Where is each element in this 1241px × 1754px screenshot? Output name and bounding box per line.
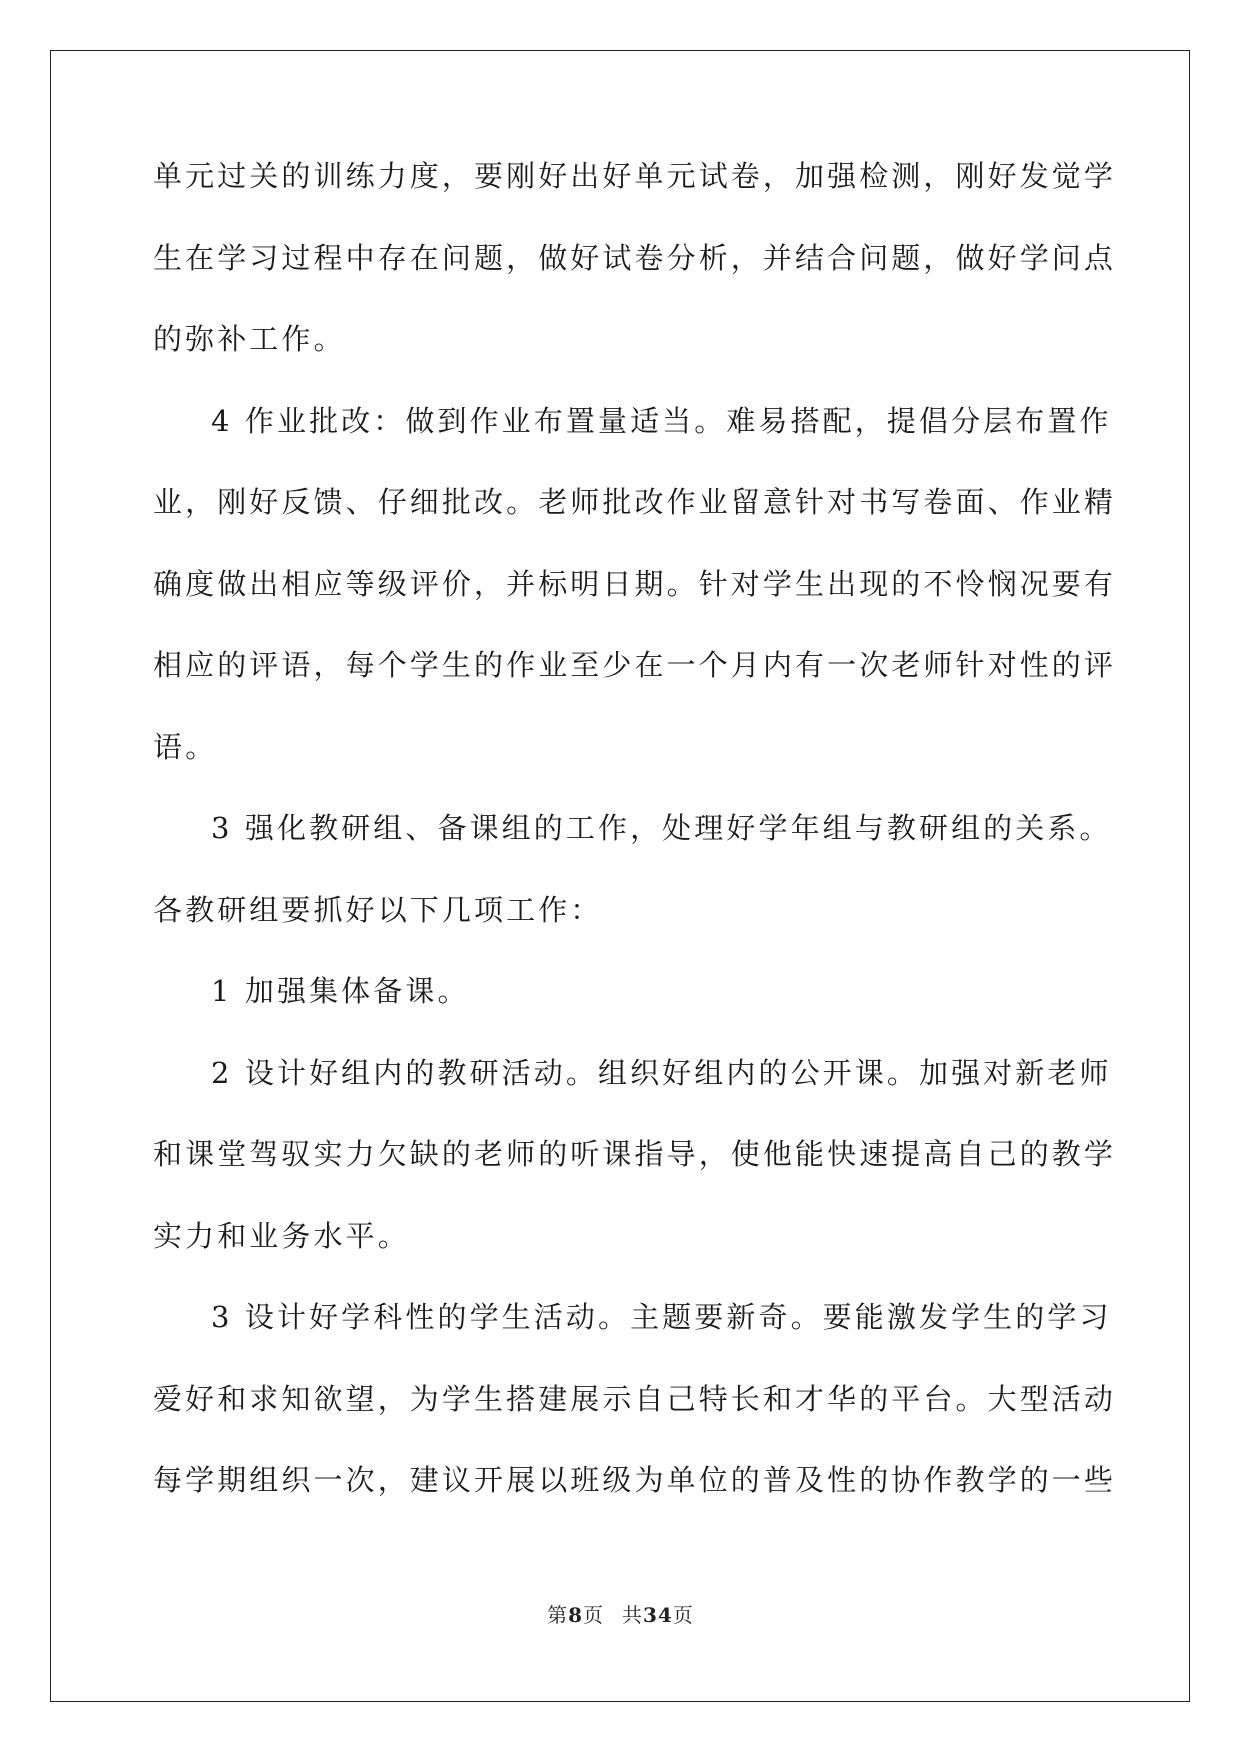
text-line: 和课堂驾驭实力欠缺的老师的听课指导，使他能快速提高自己的教学 xyxy=(153,1137,1117,1171)
text-line: 爱好和求知欲望，为学生搭建展示自己特长和才华的平台。大型活动 xyxy=(153,1381,1117,1416)
page-footer xyxy=(0,1599,1241,1628)
page-number: 8 xyxy=(568,1603,584,1627)
total-prefix: 共 xyxy=(622,1603,644,1627)
text-line: 相应的评语，每个学生的作业至少在一个月内有一次老师针对性的评 xyxy=(153,648,1117,682)
text-line: 确度做出相应等级评价，并标明日期。针对学生出现的不怜悯况要有 xyxy=(153,566,1117,601)
text-line: 生在学习过程中存在问题，做好试卷分析，并结合问题，做好学问点 xyxy=(153,240,1117,275)
text-line: 实力和业务水平。 xyxy=(153,1218,410,1253)
text-line: 3 强化教研组、备课组的工作，处理好学年组与教研组的关系。 xyxy=(211,811,1112,845)
text-line: 1 加强集体备课。 xyxy=(211,974,470,1008)
page-prefix: 第 xyxy=(547,1603,569,1627)
text-line: 的弥补工作。 xyxy=(153,322,346,356)
total-suffix: 页 xyxy=(672,1603,694,1627)
text-line: 每学期组织一次，建议开展以班级为单位的普及性的协作教学的一些 xyxy=(153,1463,1117,1497)
text-line: 单元过关的训练力度，要刚好出好单元试卷，加强检测，刚好发觉学 xyxy=(153,159,1117,193)
text-line: 2 设计好组内的教研活动。组织好组内的公开课。加强对新老师 xyxy=(211,1055,1112,1090)
page-suffix: 页 xyxy=(583,1603,605,1627)
text-line: 语。 xyxy=(153,729,218,764)
text-line: 4 作业批改：做到作业布置量适当。难易搭配，提倡分层布置作 xyxy=(211,403,1112,438)
text-line: 3 设计好学科性的学生活动。主题要新奇。要能激发学生的学习 xyxy=(211,1300,1112,1334)
text-line: 各教研组要抓好以下几项工作： xyxy=(153,892,603,927)
text-line: 业，刚好反馈、仔细批改。老师批改作业留意针对书写卷面、作业精 xyxy=(153,485,1117,519)
document-body xyxy=(153,159,1117,1548)
total-pages: 34 xyxy=(643,1603,673,1627)
